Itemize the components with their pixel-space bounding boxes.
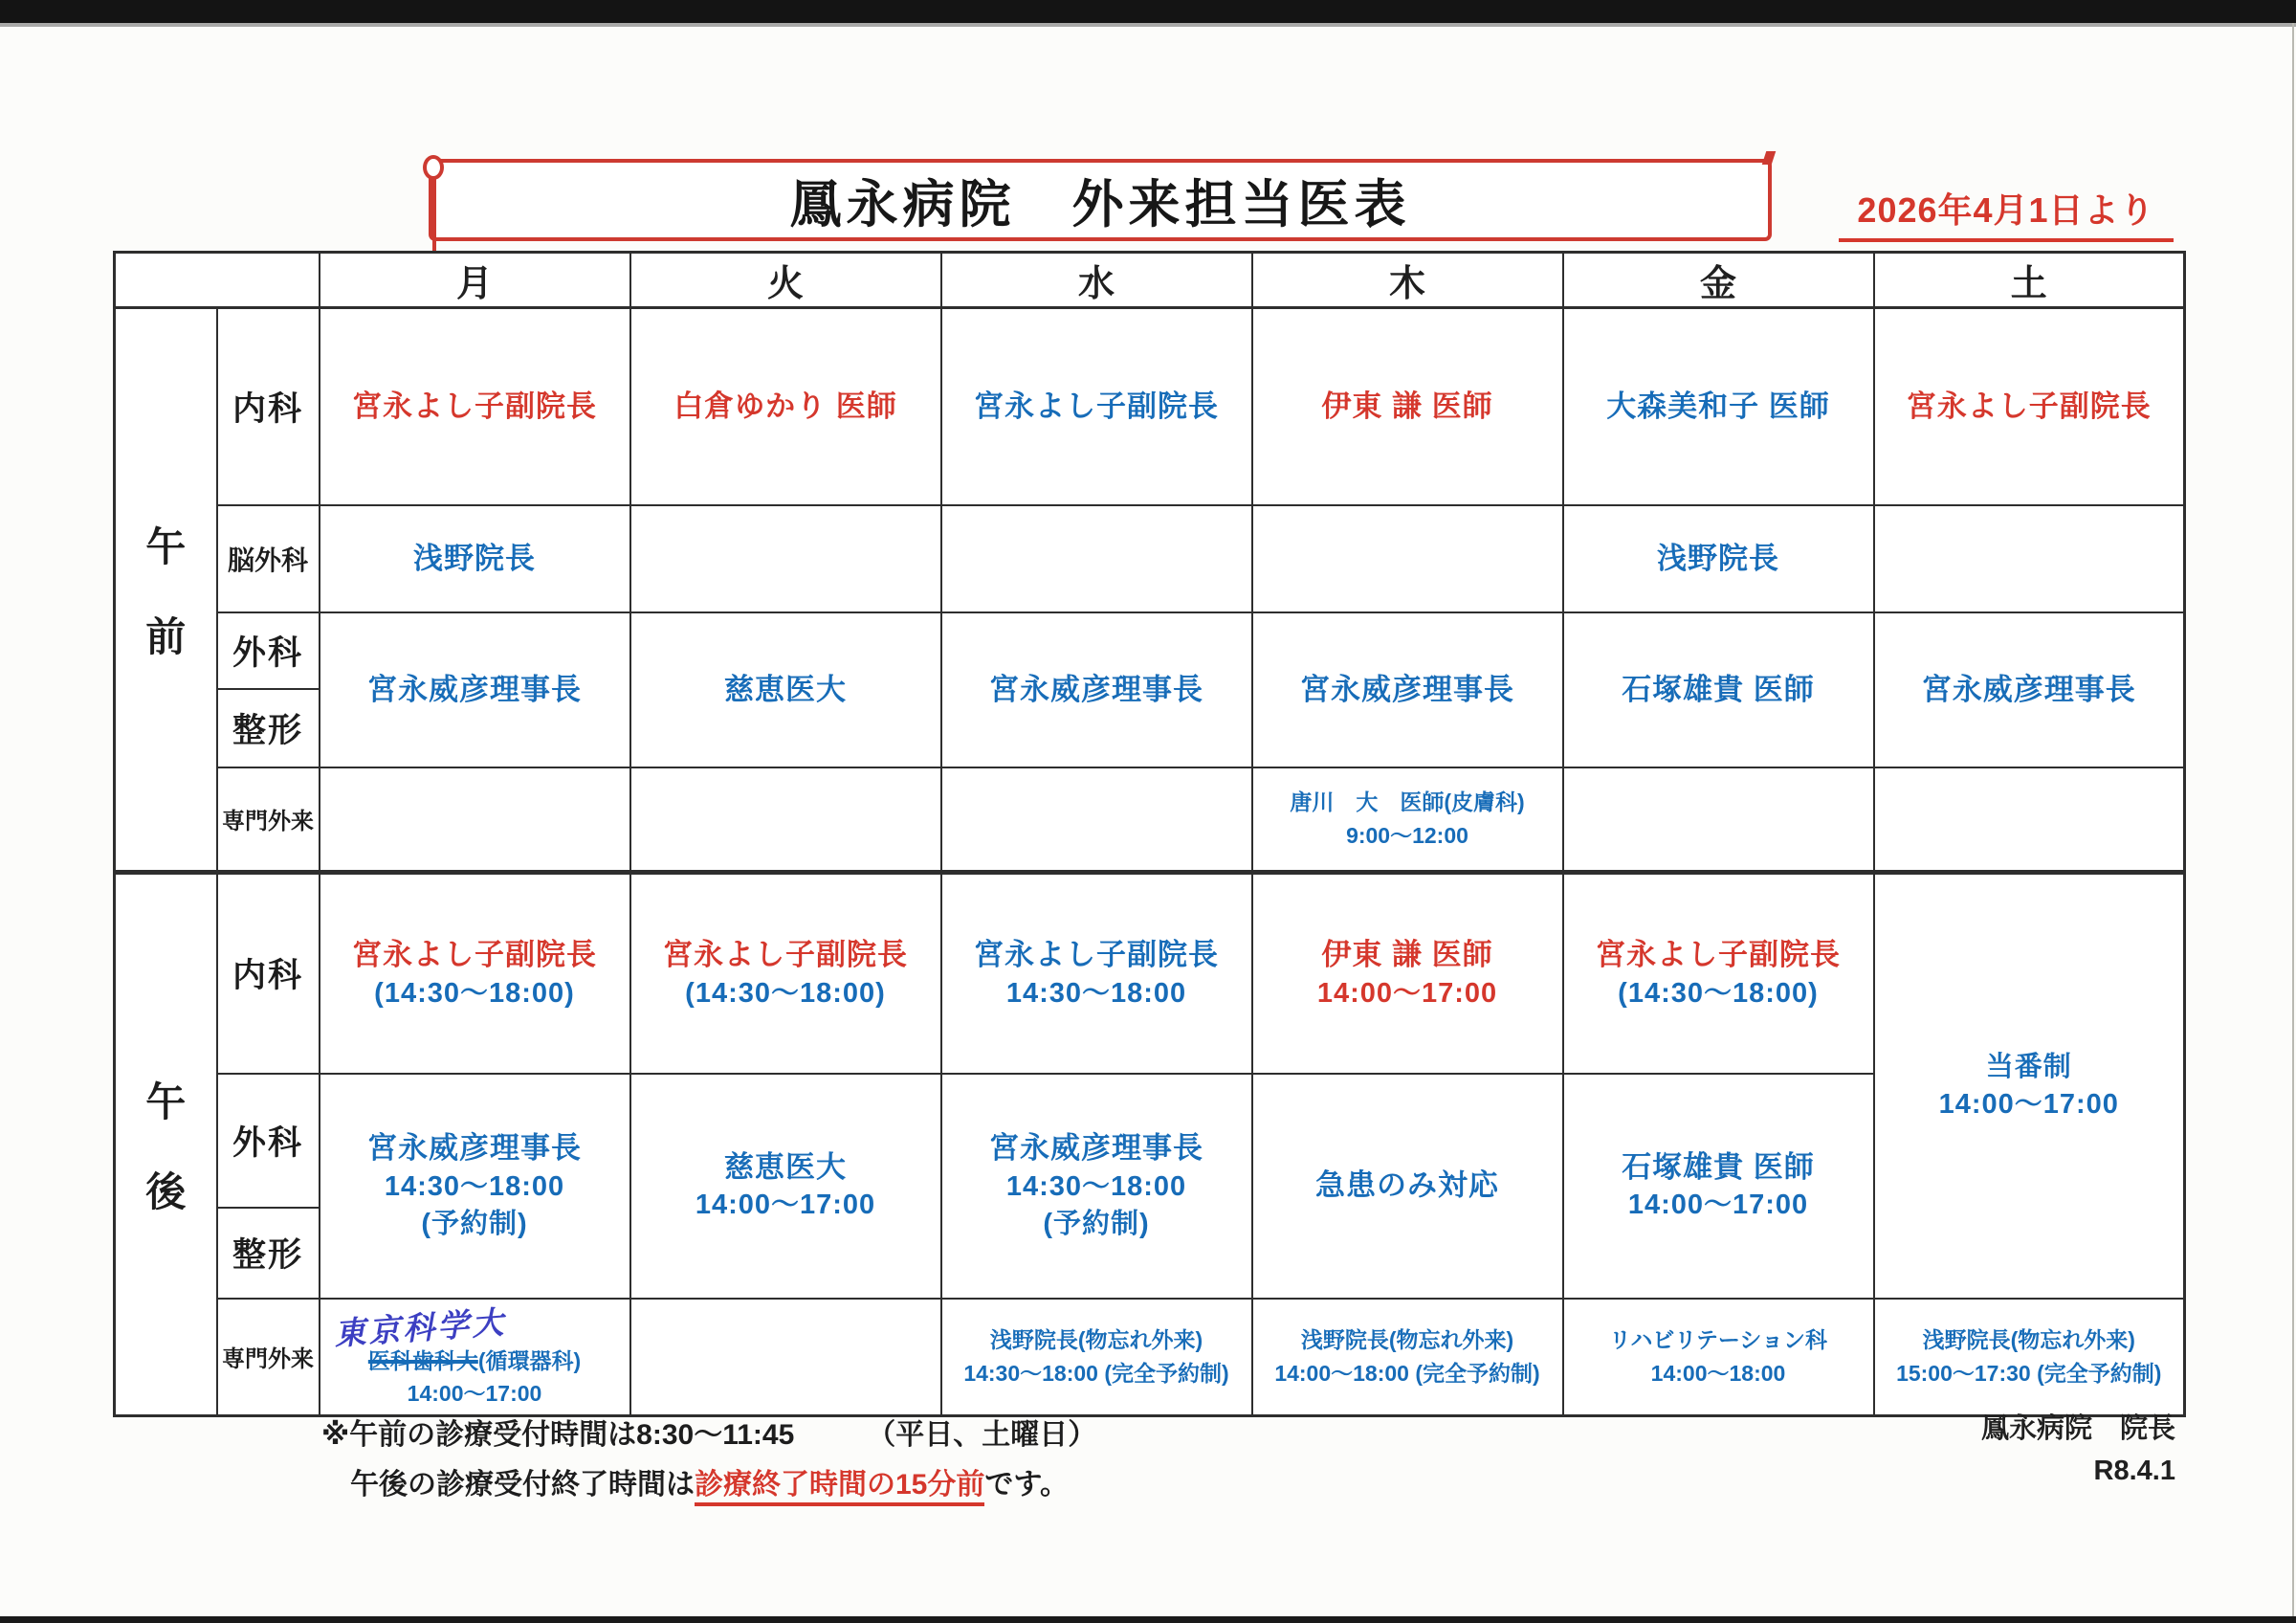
cell-am-geka-thu: 宮永威彦理事長 [1252,612,1563,767]
cell-pm-senmon-tue [630,1299,941,1416]
cell-am-senmon-tue [630,767,941,873]
cell-pm-geka-thu: 急患のみ対応 [1252,1074,1563,1299]
cell-pm-geka-mon [320,1074,630,1299]
cell-am-nogeka-sat [1874,505,2185,612]
day-header-sat: 土 [1874,253,2185,308]
effective-date: 2026年4月1日より [1839,184,2174,242]
cell-am-geka-mon: 宮永威彦理事長 [320,612,630,767]
pm-geka-mon-note: (予約制) [421,1208,528,1239]
note-pm-reception-suffix: です。 [984,1469,1069,1501]
note-pm-reception-highlight: 診療終了時間の15分前 [695,1469,984,1506]
cell-pm-senmon-sat [1874,1299,2185,1416]
signature-block [1981,1409,2175,1492]
cell-am-nogeka-wed [941,505,1252,612]
pm-senmon-thu-doctor: 浅野院長(物忘れ外来) [1300,1327,1514,1353]
cell-am-geka-sat: 宮永威彦理事長 [1874,612,2185,767]
cell-am-senmon-wed [941,767,1252,873]
cell-am-nogeka-mon: 浅野院長 [320,505,630,612]
pm-naika-wed-doctor: 宮永よし子副院長 [974,937,1219,971]
pm-senmon-row [115,1299,2185,1416]
cell-am-geka-fri: 石塚雄貴 医師 [1563,612,1874,767]
pm-senmon-fri-time: 14:00〜18:00 [1650,1360,1786,1386]
pm-dept-senmon: 専門外来 [217,1299,320,1416]
cell-pm-naika-tue [630,873,941,1074]
cell-pm-naika-thu [1252,873,1563,1074]
am-period-char-1: 午 [145,524,187,569]
am-nogeka-row [115,505,2185,612]
pm-naika-tue-doctor: 宮永よし子副院長 [663,937,908,971]
pm-senmon-sat-doctor: 浅野院長(物忘れ外来) [1922,1327,2135,1353]
am-dept-seikei: 整形 [217,689,320,767]
pm-senmon-mon-time: 14:00〜17:00 [407,1381,542,1407]
cell-pm-geka-tue [630,1074,941,1299]
reception-notes [321,1411,1096,1502]
pm-senmon-wed-time: 14:30〜18:00 (完全予約制) [963,1360,1229,1386]
pm-period-label [115,873,217,1416]
pm-naika-thu-doctor: 伊東 謙 医師 [1321,937,1493,971]
cell-pm-senmon-fri [1563,1299,1874,1416]
am-period-label [115,308,217,873]
pm-naika-row [115,873,2185,1074]
cell-am-nogeka-tue [630,505,941,612]
pm-naika-mon-time: (14:30〜18:00) [374,977,575,1009]
scan-edge-top [0,0,2296,23]
day-header-wed: 水 [941,253,1252,308]
cell-pm-naika-wed [941,873,1252,1074]
corner-cell [115,253,320,308]
pm-period-char-2: 後 [145,1169,187,1214]
pm-period-char-1: 午 [145,1079,187,1124]
am-dept-senmon: 専門外来 [217,767,320,873]
cell-am-senmon-mon [320,767,630,873]
pm-naika-fri-doctor: 宮永よし子副院長 [1596,937,1841,971]
am-naika-row [115,308,2185,505]
pm-geka-mon-doctor: 宮永威彦理事長 [367,1130,582,1165]
pm-senmon-mon-specialty: (循環器科) [477,1347,582,1373]
note-pm-reception-prefix: 午後の診療受付終了時間は [350,1469,695,1501]
scroll-fold-decoration [1762,151,1777,165]
am-senmon-row [115,767,2185,873]
day-header-thu: 木 [1252,253,1563,308]
am-period-char-2: 前 [145,614,187,659]
pm-naika-mon-doctor: 宮永よし子副院長 [352,937,597,971]
cell-pm-geka-fri [1563,1074,1874,1299]
pm-senmon-mon-handwritten-correction: 東京科学大 [332,1303,507,1351]
signature-date: R8.4.1 [2093,1455,2175,1486]
cell-am-naika-sat: 宮永よし子副院長 [1874,308,2185,505]
pm-geka-wed-doctor: 宮永威彦理事長 [989,1130,1203,1165]
pm-naika-tue-time: (14:30〜18:00) [685,977,886,1009]
cell-am-naika-thu: 伊東 謙 医師 [1252,308,1563,505]
cell-am-senmon-fri [1563,767,1874,873]
pm-naika-thu-time: 14:00〜17:00 [1316,977,1498,1009]
cell-pm-naika-fri [1563,873,1874,1074]
pm-senmon-mon-struck-text: 医科歯科大 [367,1347,478,1373]
pm-geka-fri-doctor: 石塚雄貴 医師 [1622,1149,1815,1184]
pm-sat-rotation-time: 14:00〜17:00 [1938,1088,2119,1120]
pm-naika-wed-time: 14:30〜18:00 [1005,977,1187,1009]
pm-senmon-wed-doctor: 浅野院長(物忘れ外来) [989,1327,1203,1353]
day-header-mon: 月 [320,253,630,308]
scan-edge-bottom [0,1616,2296,1623]
day-header-fri: 金 [1563,253,1874,308]
page-title: 鳳永病院 外来担当医表 [789,175,1411,233]
day-header-row [115,253,2185,308]
cell-am-naika-fri: 大森美和子 医師 [1563,308,1874,505]
pm-sat-rotation-label: 当番制 [1985,1051,2072,1082]
am-dept-naika: 内科 [217,308,320,505]
am-senmon-thu-doctor: 唐川 大 医師(皮膚科) [1290,789,1525,815]
scan-edge-right [2292,23,2294,1616]
cell-pm-senmon-thu [1252,1299,1563,1416]
am-dept-geka: 外科 [217,612,320,689]
cell-am-naika-tue: 白倉ゆかり 医師 [630,308,941,505]
am-dept-nogeka: 脳外科 [217,505,320,612]
pm-naika-fri-time: (14:30〜18:00) [1618,977,1819,1009]
cell-am-geka-wed: 宮永威彦理事長 [941,612,1252,767]
pm-dept-seikei: 整形 [217,1208,320,1299]
cell-am-nogeka-fri: 浅野院長 [1563,505,1874,612]
pm-geka-wed-time: 14:30〜18:00 [1005,1170,1187,1202]
cell-am-senmon-thu [1252,767,1563,873]
pm-geka-tue-time: 14:00〜17:00 [695,1189,876,1221]
pm-senmon-thu-time: 14:00〜18:00 (完全予約制) [1274,1360,1540,1386]
day-header-tue: 火 [630,253,941,308]
cell-pm-naika-mon [320,873,630,1074]
cell-am-naika-wed: 宮永よし子副院長 [941,308,1252,505]
schedule-table [113,251,2186,1417]
cell-am-geka-tue: 慈恵医大 [630,612,941,767]
cell-pm-geka-wed [941,1074,1252,1299]
cell-am-naika-mon: 宮永よし子副院長 [320,308,630,505]
pm-geka-tue-doctor: 慈恵医大 [724,1149,847,1184]
title-banner [429,159,1772,241]
cell-am-senmon-sat [1874,767,2185,873]
cell-pm-senmon-mon [320,1299,630,1416]
cell-am-nogeka-thu [1252,505,1563,612]
note-applicable-days: （平日、土曜日） [867,1419,1097,1451]
scroll-curl-decoration [423,155,444,180]
pm-geka-fri-time: 14:00〜17:00 [1627,1189,1809,1221]
pm-dept-naika: 内科 [217,873,320,1074]
cell-pm-senmon-wed [941,1299,1252,1416]
am-senmon-thu-time: 9:00〜12:00 [1346,822,1468,848]
pm-senmon-sat-time: 15:00〜17:30 (完全予約制) [1896,1360,2162,1386]
cell-pm-sat-merged [1874,873,2185,1299]
am-geka-row [115,612,2185,689]
pm-dept-geka: 外科 [217,1074,320,1208]
note-am-reception: ※午前の診療受付時間は8:30〜11:45 [321,1419,795,1451]
pm-geka-mon-time: 14:30〜18:00 [384,1170,565,1202]
signature-hospital-director: 鳳永病院 院長 [1980,1413,2175,1444]
pm-senmon-fri-dept: リハビリテーション科 [1609,1327,1827,1353]
pm-geka-wed-note: (予約制) [1043,1208,1150,1239]
